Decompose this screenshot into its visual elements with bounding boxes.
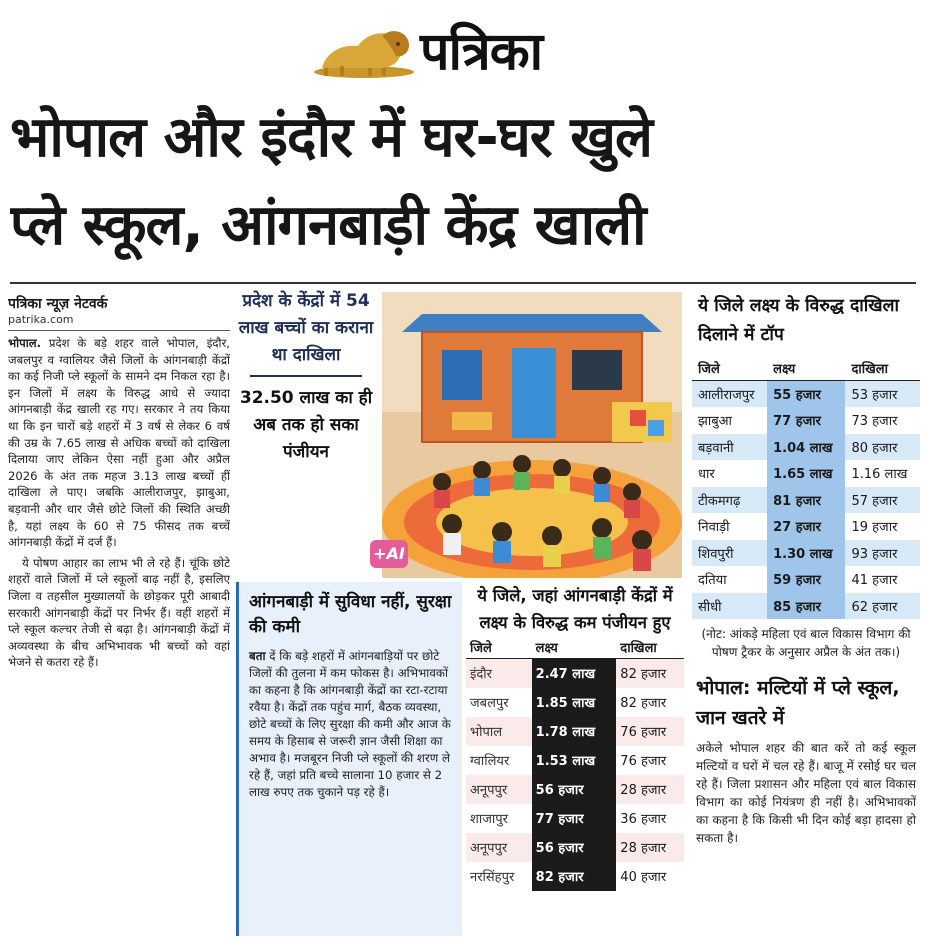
district-cell: भोपाल [470,725,503,740]
table-row [466,833,684,862]
district-cell: अनूपपुर [470,783,508,798]
enrolled-cell: 19 हजार [851,520,898,536]
top-districts-table [692,356,920,619]
bhopal-box-text: अकेले भोपाल शहर की बात करें तो कई स्कूल मल्टियों व घरों में चल रहे हैं। बाजू में रसोई घर चल रहे हैं। जिला प्रशासन और महिला एवं बाल विकास विभाग का कोई नियंत्रण ही नहीं है। अभिभावकों का कहना है कि किसी भी दिन कोई बड़ा हादसा हो सकता है। [696,741,916,845]
table-row [466,746,684,775]
district-cell: ग्वालियर [470,754,510,769]
anganwadi-illustration [382,292,682,578]
enrolled-cell: 53 हजार [851,388,898,403]
district-cell: इंदौर [470,667,492,683]
table-row [692,540,920,567]
target-cell: 1.30 लाख [767,540,845,567]
table-row [466,659,684,688]
top-districts-column [692,288,920,936]
district-cell: नरसिंहपुर [470,870,515,885]
target-cell: 1.04 लाख [767,434,845,461]
paragraph-2: ये पोषण आहार का लाभ भी ले रहे हैं। चूंकि छोटे शहरों वाले जिलों में प्ले स्कूलों बाढ़ नहीं है, इसलिए जिला व तहसील मुख्यालयों के छोड़कर पूरी आबादी सरकारी आंगनबाड़ी केंद्रों पर निर्भर हैं। वहीं शहरों में प्ले स्कूल कल्चर तेजी से बढ़ा है। आंगनबाड़ी केंद्रों में अव्यवस्था के बीच अभिभावक भी बच्चों को वहां भेजने से कतरा रहे हैं। [8,555,230,670]
paragraph-1-text: प्रदेश के बड़े शहर वाले भोपाल, इंदौर, जबलपुर व ग्वालियर जैसे जिलों के आंगनबाड़ी केंद्रों का कई निजी प्ले स्कूलों के सामने दम निकल रहा है। इन जिलों में लक्ष्य के विरुद्ध आधे से ज्यादा आंगनबाड़ी केंद्र खाली रह गए। सरकार ने तय किया था कि इन चारों बड़े शहरों में 3 वर्ष से लेकर 6 वर्ष की उम्र के 7.65 लाख से अधिक बच्चों को दाखिला दिलाया जाए लेकिन ऐसा नहीं हुआ और अप्रैल 2026 के अंत तक महज 3.13 लाख बच्चों हीं दाखिला ले पाए। जबकि आलीराजपुर, झाबुआ, बड़वानी और धार जैसे छोटे जिलों की स्थिति अच्छी है, यहां लक्ष्य के 60 से 75 फीसद तक बच्चें आंगनबाड़ी केंद्रों में दर्ज हैं। [8,336,230,550]
table-header-row [692,356,920,381]
target-cell: 2.47 लाख [532,659,617,688]
enrolled-cell: 28 हजार [620,783,667,798]
enrolled-cell: 76 हजार [620,725,667,740]
dateline: भोपाल. [8,336,42,350]
top-table-title: ये जिले लक्ष्य के विरुद्ध दाखिला दिलाने में टॉप [698,296,900,345]
table-row [466,775,684,804]
enrolled-cell: 40 हजार [620,870,667,885]
col-header-district: जिले [692,356,767,381]
col-header-enrolled: दाखिला [845,356,920,381]
target-cell: 85 हजार [767,593,845,620]
enrolled-cell: 80 हजार [851,440,898,456]
headline-divider [10,282,916,284]
enrolled-cell: 36 हजार [620,812,667,827]
table-row [466,862,684,891]
target-cell: 1.53 लाख [532,746,617,775]
col-header-enrolled: दाखिला [616,636,684,659]
district-cell: टीकमगढ़ [698,493,741,509]
low-registration-box [466,582,684,936]
target-cell: 55 हजार [767,381,845,408]
district-cell: अनूपपुर [470,841,508,856]
lion-logo-icon [312,22,416,80]
target-cell: 77 हजार [767,407,845,434]
district-cell: जबलपुर [470,696,509,711]
enrolled-cell: 1.16 लाख [851,467,908,483]
table-row [466,717,684,746]
masthead [0,0,926,92]
district-cell: दतिया [698,573,727,589]
col-header-target: लक्ष्य [532,636,617,659]
target-cell: 1.65 लाख [767,460,845,487]
target-cell: 1.78 लाख [532,717,617,746]
target-cell: 56 हजार [532,833,617,862]
enrolled-cell: 28 हजार [620,841,667,856]
district-cell: शाजापुर [470,812,508,827]
table-row [692,593,920,620]
target-cell: 77 हजार [532,804,617,833]
ai-badge: +AI [370,540,408,568]
table-row [692,513,920,540]
district-cell: आलीराजपुर [698,388,755,403]
enrolled-cell: 41 हजार [851,573,898,589]
article-body [8,335,230,671]
low-table-title: ये जिले, जहां आंगनबाड़ी केंद्रों में लक्ष्य के विरुद्ध कम पंजीयन हुए [477,586,673,632]
target-cell: 1.85 लाख [532,688,617,717]
facility-box-title: आंगनबाड़ी में सुविधा नहीं, सुरक्षा की कमी [249,592,452,637]
headline-line-2: प्ले स्कूल, आंगनबाड़ी केंद्र खाली [10,193,646,258]
district-cell: सीधी [698,599,722,615]
target-cell: 56 हजार [532,775,617,804]
brand-name: पत्रिका [420,21,543,82]
district-cell: धार [698,467,715,483]
byline-site: patrika.com [8,313,74,326]
table-row [692,407,920,434]
highlight-stats [236,288,376,578]
table-row [692,381,920,408]
headline-line-1: भोपाल और इंदौर में घर-घर खुले [10,105,652,170]
enrolled-cell: 82 हजार [620,696,667,711]
facility-box-body: दें कि बड़े शहरों में आंगनबाड़ियों पर छोटे जिलों की तुलना में कम फोकस है। अभिभावकों का कहना है कि आंगनबाड़ी केंद्रों का रटा-रटाया रवैया है। केंद्रों तक पहुंच मार्ग, बैठक व्यवस्था, छोटे बच्चों के लिए सुरक्षा की कमी और आज के समय के हिसाब से जरूरी ज्ञान जैसी शिक्षा का अभाव है। मजबूरन निजी प्ले स्कूलों की शरण ले रहे हैं, जहां प्रति बच्चे सालाना 10 हजार से 2 लाख रुपए तक चुकाने पड़ रहे हैं। [249,649,451,799]
main-article [8,288,230,936]
enrolled-cell: 62 हजार [851,599,898,615]
facility-box [236,582,462,936]
enrolled-cell: 73 हजार [851,414,898,430]
bhopal-box-title: भोपाल: मल्टियों में प्ले स्कूल, जान खतरे में [696,677,900,729]
target-cell: 27 हजार [767,513,845,540]
district-cell: निवाड़ी [698,520,730,536]
paragraph-1 [8,335,230,551]
table-row [692,566,920,593]
table-header-row [466,636,684,659]
enrolled-cell: 76 हजार [620,754,667,769]
table-row [692,487,920,514]
district-cell: बड़वानी [698,440,734,456]
facility-box-lead: बता [249,649,266,663]
enrolled-cell: 93 हजार [851,546,898,562]
data-source-note: (नोट: आंकड़े महिला एवं बाल विकास विभाग की पोषण ट्रैकर के अनुसार अप्रैल के अंत तक।) [701,627,911,659]
district-cell: शिवपुरी [698,546,734,562]
highlight-target: प्रदेश के केंद्रों में 54 लाख बच्चों का कराना था दाखिला [238,291,374,365]
table-row [692,460,920,487]
table-row [466,804,684,833]
target-cell: 59 हजार [767,566,845,593]
target-cell: 82 हजार [532,862,617,891]
enrolled-cell: 82 हजार [620,667,667,683]
table-row [466,688,684,717]
enrolled-cell: 57 हजार [851,493,898,509]
col-header-target: लक्ष्य [767,356,845,381]
target-cell: 81 हजार [767,487,845,514]
highlight-divider [250,375,362,377]
district-cell: झाबुआ [698,414,732,430]
highlight-registered: 32.50 लाख का ही अब तक हो सका पंजीयन [239,388,373,462]
byline: पत्रिका न्यूज़ नेटवर्क [8,296,108,312]
table-row [692,434,920,461]
col-header-district: जिले [466,636,532,659]
low-registration-table [466,636,684,891]
byline-rule [8,330,230,331]
facility-box-text [249,648,452,801]
